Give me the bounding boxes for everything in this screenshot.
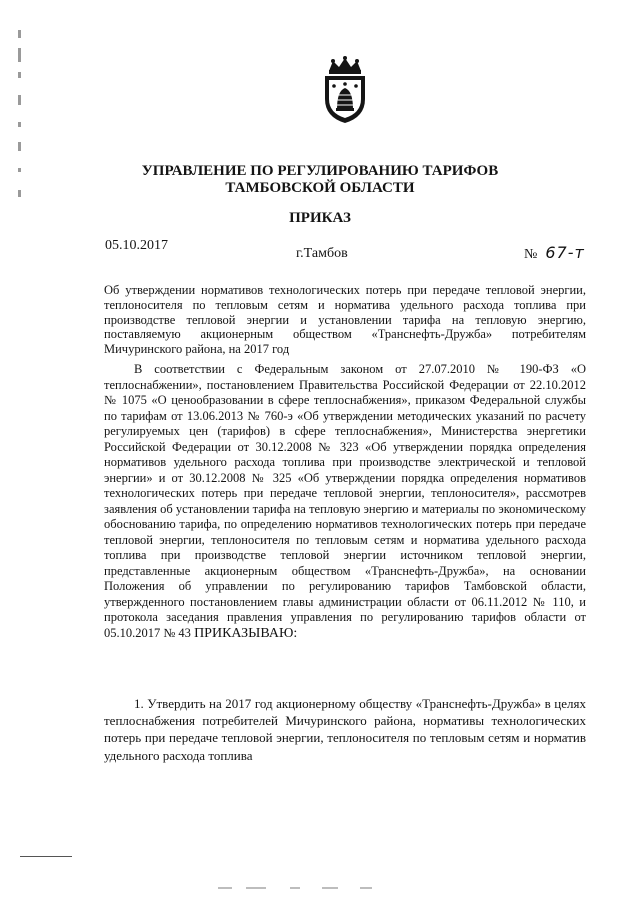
order-action: ПРИКАЗЫВАЮ: [194,625,298,641]
margin-mark [18,122,21,127]
margin-mark [18,30,21,38]
margin-mark [18,48,21,62]
preamble-paragraph [104,362,586,641]
agency-region: ТАМБОВСКОЙ ОБЛАСТИ [225,180,415,196]
margin-mark [18,95,21,105]
scan-artifact [322,887,338,889]
document-place: г.Тамбов [296,246,348,261]
scan-artifact [246,887,266,889]
scan-artifact [218,887,232,889]
number-label: № [524,247,538,262]
footnote-rule [20,856,72,857]
document-subject: Об утверждении нормативов технологических потерь при передаче тепловой энергии, теплоносителя по тепловым сетям и норматива удельного расхода топлива при производстве тепловой энергии и установлении тарифа на тепловую энергию, поставляемую акционерным обществом «Транснефть-Дружба» потребителям Мичуринского района, на 2017 год [104,283,586,357]
tambov-coat-of-arms-icon [315,55,375,125]
scan-artifact [290,887,300,889]
margin-mark [18,142,21,151]
document-date: 05.10.2017 [105,238,168,253]
order-item-1: 1. Утвердить на 2017 год акционерному обществу «Транснефть-Дружба» в целях теплоснабжения потребителей Мичуринского района, нормативы технологических потерь при передаче тепловой энергии, теплоносителя по тепловым сетям и норматив удельного расхода топлива [104,696,586,763]
document-type: ПРИКАЗ [289,210,351,226]
agency-name: УПРАВЛЕНИЕ ПО РЕГУЛИРОВАНИЮ ТАРИФОВ [141,163,499,179]
margin-mark [18,72,21,78]
preamble-text: В соответствии с Федеральным законом от 27.07.2010 № 190-ФЗ «О теплоснабжении», постановлением Правительства Российской Федерации от 22.10.2012 № 1075 «О ценообразовании в сфере теплоснабжения», приказом Федеральной службы по тарифам от 13.06.2013 № 760-э «Об утверждении методических указаний по расчету регулируемых цен (тарифов) в сфере теплоснабжения», Министерства энергетики Российской Федерации от 30.12.2008 № 323 «Об утверждении порядка определения нормативов удельного расхода топлива при производстве электрической и тепловой энергии» и от 30.12.2008 № 325 «Об утверждении порядка определения нормативов технологических потерь при передаче тепловой энергии, теплоносителя», рассмотрев заявления об установлении тарифа на тепловую энергию и материалы по экономическому обоснованию тарифа, по определению нормативов технологических потерь при передаче тепловой энергии, теплоносителя по тепловым сетям и норматива удельного расхода топлива при производстве тепловой энергии источником тепловой энергии, представленные акционерным обществом «Транснефть-Дружба», на основании Положения об управлении по регулированию тарифов Тамбовской области, утвержденного постановлением главы администрации области от 06.11.2012 № 110, и протокола заседания правления управления по регулированию тарифов области от 05.10.2017 № 43 [104,362,586,640]
scan-artifact [360,887,372,889]
document-number [524,243,585,263]
number-value: 67-т [545,243,585,262]
